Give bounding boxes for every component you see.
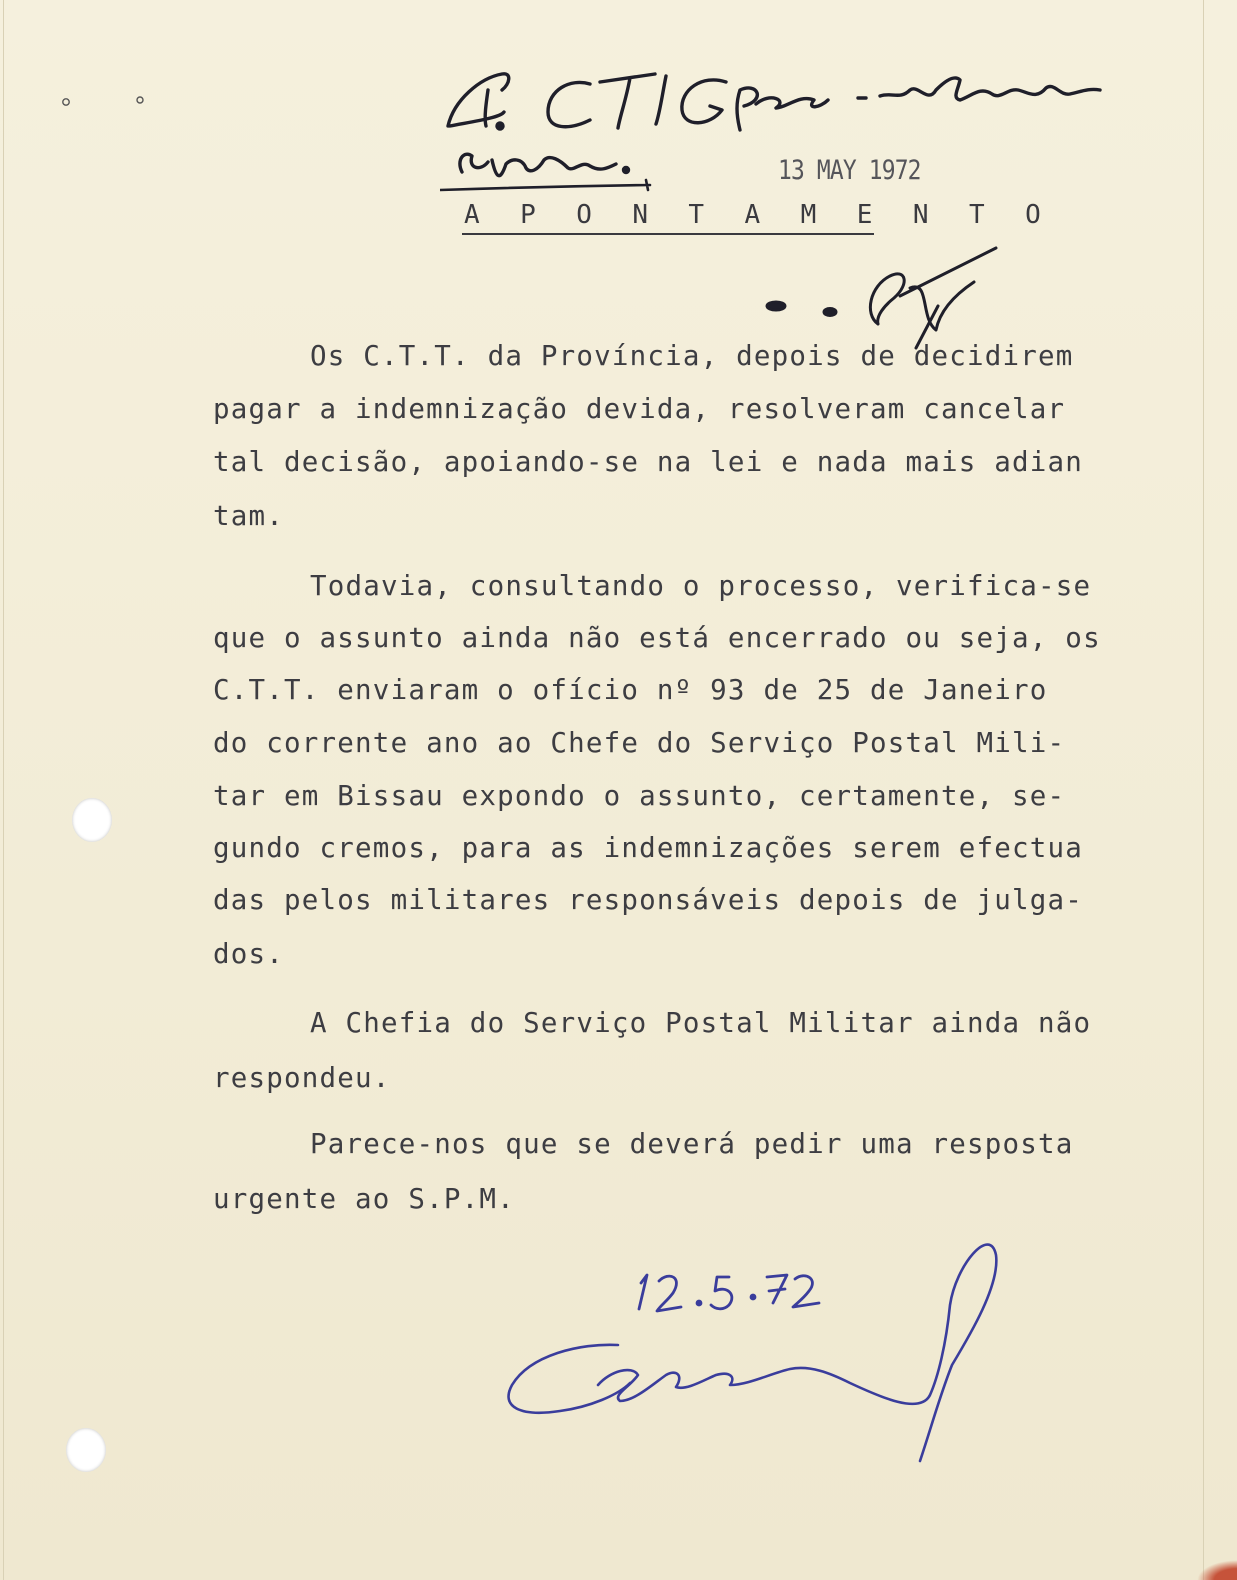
- text-line: do corrente ano ao Chefe do Serviço Postal Mili-: [213, 727, 1066, 759]
- text-line: A Chefia do Serviço Postal Militar ainda não: [310, 1007, 1092, 1039]
- margin-marks: [50, 88, 170, 128]
- text-line: C.T.T. enviaram o ofício nº 93 de 25 de Janeiro: [213, 674, 1048, 706]
- text-line: pagar a indemnização devida, resolveram cancelar: [213, 393, 1066, 425]
- text-line: que o assunto ainda não está encerrado ou seja, os: [213, 622, 1101, 654]
- paper-edge: [3, 0, 4, 1580]
- text-line: Os C.T.T. da Província, depois de decidirem: [310, 340, 1074, 372]
- handwritten-annotation: [440, 60, 1120, 210]
- text-line: tar em Bissau expondo o assunto, certamente, se-: [213, 780, 1066, 812]
- text-line: gundo cremos, para as indemnizações serem efectua: [213, 832, 1084, 864]
- date-stamp: 13 MAY 1972: [778, 155, 921, 186]
- text-line: dos.: [213, 938, 285, 970]
- paper-edge: [1203, 0, 1204, 1580]
- initials-mark: [760, 240, 1020, 350]
- handwritten-annotation-ink: [440, 60, 1120, 210]
- text-line: urgente ao S.P.M.: [213, 1183, 515, 1215]
- punch-hole: [72, 798, 112, 842]
- text-line: tal decisão, apoiando-se na lei e nada mais adian: [213, 446, 1084, 478]
- text-line: das pelos militares responsáveis depois de julga-: [213, 884, 1084, 916]
- text-line: Todavia, consultando o processo, verifica-se: [310, 570, 1092, 602]
- document-title: A P O N T A M E N T O: [464, 200, 1054, 230]
- signature: [500, 1225, 1020, 1485]
- text-line: Parece-nos que se deverá pedir uma resposta: [310, 1128, 1074, 1160]
- punch-hole: [66, 1428, 106, 1472]
- title-underline: [462, 233, 874, 235]
- text-line: respondeu.: [213, 1062, 391, 1094]
- stain-mark: [1197, 1560, 1237, 1580]
- text-line: tam.: [213, 500, 285, 532]
